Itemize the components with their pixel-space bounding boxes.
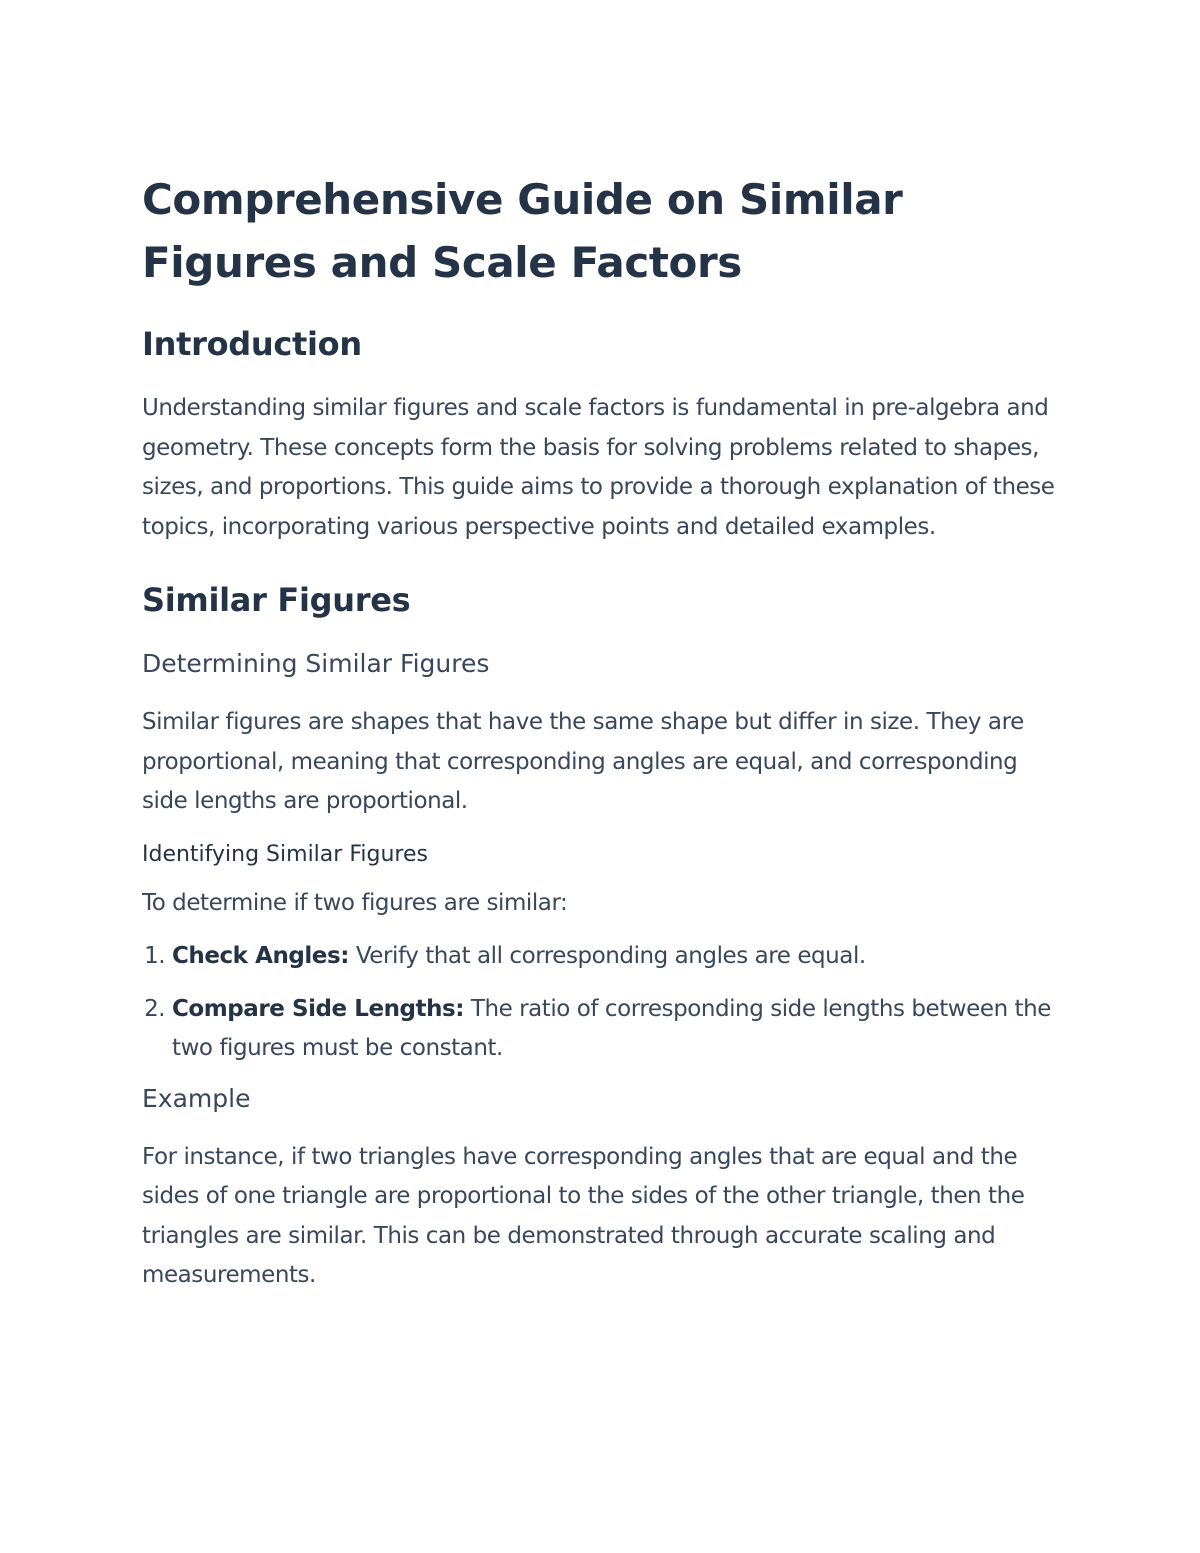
step-label: Compare Side Lengths: [172, 995, 464, 1022]
document-page [142, 168, 1067, 1296]
identifying-similar-figures-heading: Identifying Similar Figures [142, 841, 428, 867]
step-text: The ratio of corresponding side lengths between the two figures must be constant. [172, 995, 1051, 1061]
determining-similar-figures-heading: Determining Similar Figures [142, 649, 490, 678]
similar-figures-heading: Similar Figures [142, 581, 411, 619]
similar-figures-definition: Similar figures are shapes that have the same shape but differ in size. They are proportional, meaning that corresponding angles are equal, and corresponding side lengths are proportional. [142, 709, 1024, 814]
introduction-heading: Introduction [142, 325, 362, 363]
identifying-intro: To determine if two figures are similar: [142, 889, 568, 916]
steps-list [142, 937, 1067, 1069]
step-label: Check Angles: [172, 943, 349, 969]
list-item [172, 937, 1067, 977]
document-title: Comprehensive Guide on Similar Figures and Scale Factors [142, 175, 903, 287]
step-text: Verify that all corresponding angles are equal. [348, 943, 866, 969]
list-item [172, 990, 1067, 1069]
example-paragraph: For instance, if two triangles have corresponding angles that are equal and the sides of one triangle are proportional to the sides of the other triangle, then the triangles are similar. This can be demonstrated through accurate scaling and measurements. [142, 1143, 1025, 1288]
example-heading: Example [142, 1083, 251, 1113]
introduction-paragraph: Understanding similar figures and scale factors is fundamental in pre-algebra and geometry. These concepts form the basis for solving problems related to shapes, sizes, and proportions. This guide aims to provide a thorough explanation of these topics, incorporating various perspective points and detailed examples. [142, 395, 1055, 540]
